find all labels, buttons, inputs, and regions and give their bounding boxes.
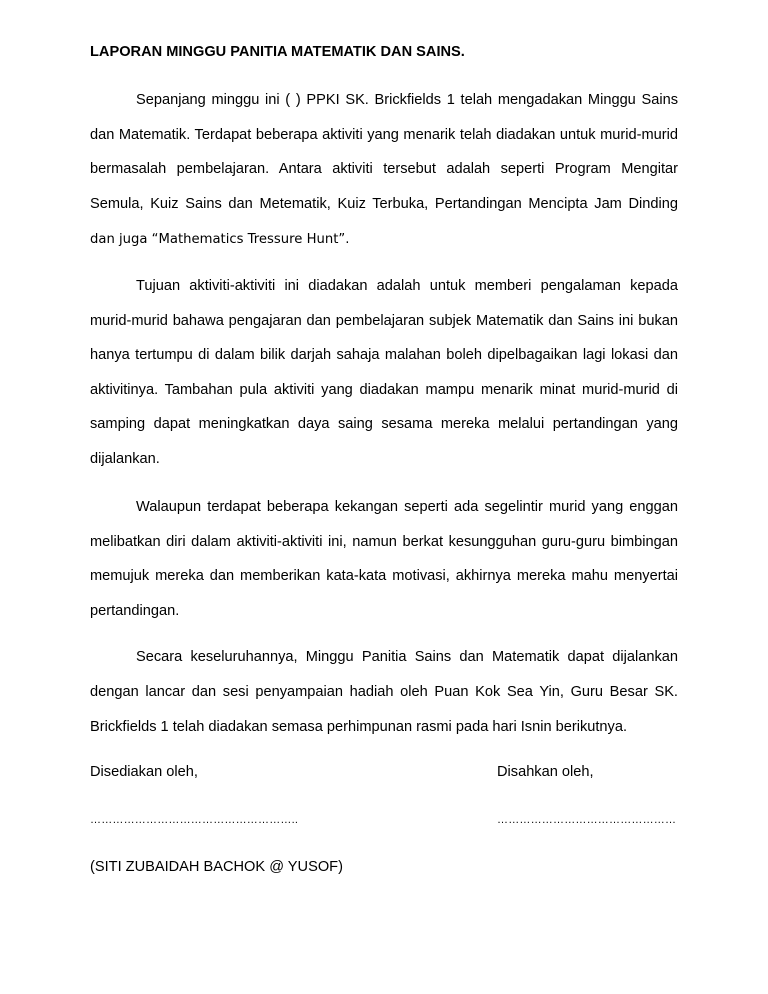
prepared-by-label: Disediakan oleh,: [90, 764, 198, 780]
paragraph-3: Walaupun terdapat beberapa kekangan seperti ada segelintir murid yang enggan melibatkan diri dalam aktiviti-aktiviti ini, namun berkat kesungguhan guru-guru bimbingan memujuk mereka dan memberikan kata-kata motivasi, akhirnya mereka mahu menyertai pertandingan.: [90, 499, 678, 619]
document-title: LAPORAN MINGGU PANITIA MATEMATIK DAN SAINS.: [90, 44, 465, 60]
paragraph-2: Tujuan aktiviti-aktiviti ini diadakan adalah untuk memberi pengalaman kepada murid-murid bahawa pengajaran dan pembelajaran subjek Matematik dan Sains ini bukan hanya tertumpu di dalam bilik darjah sahaja malahan boleh dipelbagaikan lagi lokasi dan aktivitinya. Tambahan pula aktiviti yang diadakan mampu menarik minat murid-murid di samping dapat meningkatkan daya saing sesama mereka melalui pertandingan yang dijalankan.: [90, 278, 678, 467]
approved-signature-line: …………………………………………: [497, 814, 677, 826]
prepared-signature-line: ………………………………………………..: [90, 814, 299, 826]
paragraph-1-main: Sepanjang minggu ini ( ) PPKI SK. Brickfields 1 telah mengadakan Minggu Sains dan Matematik. Terdapat beberapa aktiviti yang menarik telah diadakan untuk murid-murid bermasalah pembelajaran. Antara aktiviti tersebut adalah seperti Program Mengitar Semula, Kuiz Sains dan Metematik, Kuiz Terbuka, Pertandingan Mencipta Jam Dinding: [90, 92, 678, 212]
paragraph-1-tail: dan juga “Mathematics Tressure Hunt”.: [90, 232, 350, 247]
paragraph-1: [90, 83, 678, 258]
approved-by-label: Disahkan oleh,: [497, 764, 594, 780]
paragraph-4: Secara keseluruhannya, Minggu Panitia Sains dan Matematik dapat dijalankan dengan lancar dan sesi penyampaian hadiah oleh Puan Kok Sea Yin, Guru Besar SK. Brickfields 1 telah diadakan semasa perhimpunan rasmi pada hari Isnin berikutnya.: [90, 649, 678, 735]
prepared-by-name: (SITI ZUBAIDAH BACHOK @ YUSOF): [90, 859, 343, 875]
